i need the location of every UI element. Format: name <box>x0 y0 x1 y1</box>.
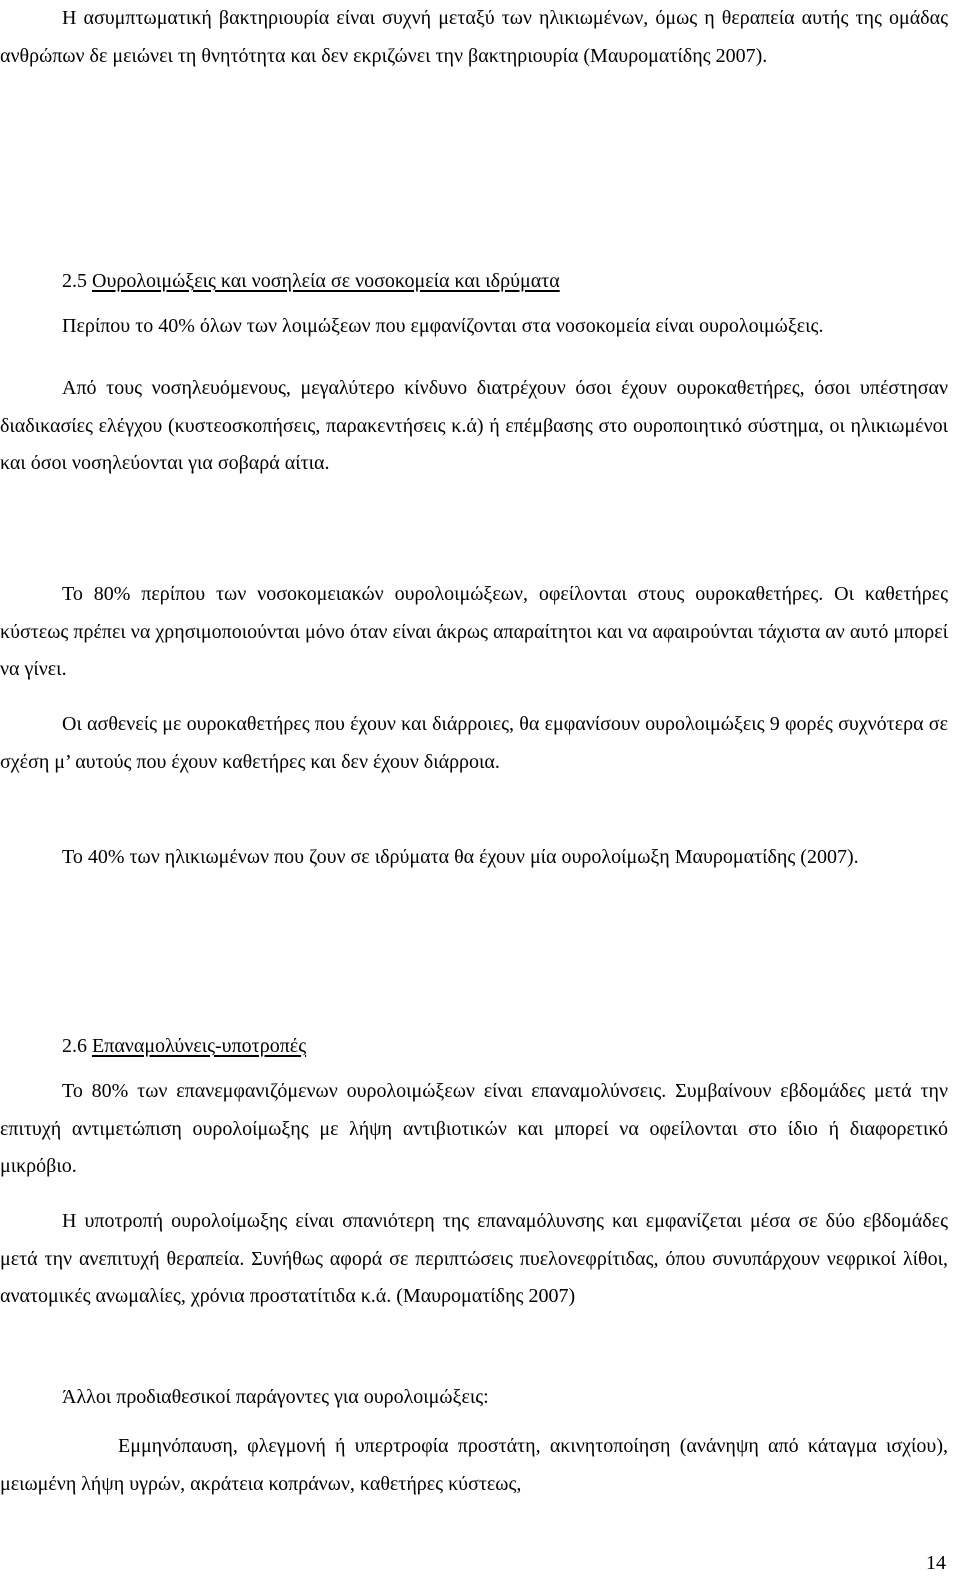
paragraph-reinfections: Το 80% των επανεμφανιζόμενων ουρολοιμώξεων είναι επαναμολύνσεις. Συμβαίνουν εβδομάδες μετά την επιτυχή αντιμετώπιση ουρολοίμωξης με λήψη αντιβιοτικών και μπορεί να οφείλονται στο ίδιο ή διαφορετικό μικρόβιο. <box>0 1080 948 1177</box>
section-title: Ουρολοιμώξεις και νοσηλεία σε νοσοκομεία και ιδρύματα <box>92 270 560 292</box>
paragraph-catheters: Το 80% περίπου των νοσοκομειακών ουρολοιμώξεων, οφείλονται στους ουροκαθετήρες. Οι καθετήρες κύστεως πρέπει να χρησιμοποιούνται μόνο όταν είναι άκρως απαραίτητοι και να αφαιρούνται τάχιστα αν αυτό μπορεί να γίνει. <box>0 583 948 680</box>
paragraph-relapse: Η υποτροπή ουρολοίμωξης είναι σπανιότερη της επαναμόλυνσης και εμφανίζεται μέσα σε δύο εβδομάδες μετά την ανεπιτυχή θεραπεία. Συνήθως αφορά σε περιπτώσεις πυελονεφρίτιδας, όπου συνυπάρχουν νεφρικοί λίθοι, ανατομικές ανωμαλίες, χρόνια προστατίτιδα κ.ά. (Μαυροματίδης 2007) <box>0 1210 948 1307</box>
section-number: 2.6 <box>62 1035 87 1057</box>
section-heading-2-5 <box>62 263 560 301</box>
paragraph-risk-groups: Από τους νοσηλευόμενους, μεγαλύτερο κίνδυνο διατρέχουν όσοι έχουν ουροκαθετήρες, όσοι υπέστησαν διαδικασίες ελέγχου (κυστεοσκοπήσεις, παρακεντήσεις κ.ά) ή επέμβασης στο ουροποιητικό σύστημα, οι ηλικιωμένοι και όσοι νοσηλεύονται για σοβαρά αίτια. <box>0 377 948 474</box>
paragraph-other-factors: Άλλοι προδιαθεσικοί παράγοντες για ουρολοιμώξεις: <box>62 1386 489 1408</box>
section-number: 2.5 <box>62 270 87 292</box>
paragraph-hospital-infections: Περίπου το 40% όλων των λοιμώξεων που εμφανίζονται στα νοσοκομεία είναι ουρολοιμώξεις. <box>62 315 824 337</box>
section-title: Επαναμολύνεις-υποτροπές <box>92 1035 307 1057</box>
page-number: 14 <box>926 1552 946 1574</box>
paragraph-elderly-institutions: Το 40% των ηλικιωμένων που ζουν σε ιδρύματα θα έχουν μία ουρολοίμωξη Μαυροματίδης (2007). <box>62 846 859 868</box>
paragraph-diarrhea: Οι ασθενείς με ουροκαθετήρες που έχουν και διάρροιες, θα εμφανίσουν ουρολοιμώξεις 9 φορές συχνότερα σε σχέση μ’ αυτούς που έχουν καθετήρες και δεν έχουν διάρροια. <box>0 713 948 773</box>
section-heading-2-6 <box>62 1028 306 1066</box>
paragraph-asymptomatic-bacteriuria: Η ασυμπτωματική βακτηριουρία είναι συχνή μεταξύ των ηλικιωμένων, όμως η θεραπεία αυτής της ομάδας ανθρώπων δε μειώνει τη θνητότητα και δεν εκριζώνει την βακτηριουρία (Μαυροματίδης 2007). <box>0 7 948 67</box>
paragraph-factor-list: Εμμηνόπαυση, φλεγμονή ή υπερτροφία προστάτη, ακινητοποίηση (ανάνηψη από κάταγμα ισχίου), μειωμένη λήψη υγρών, ακράτεια κοπράνων, καθετήρες κύστεως, <box>0 1435 948 1495</box>
